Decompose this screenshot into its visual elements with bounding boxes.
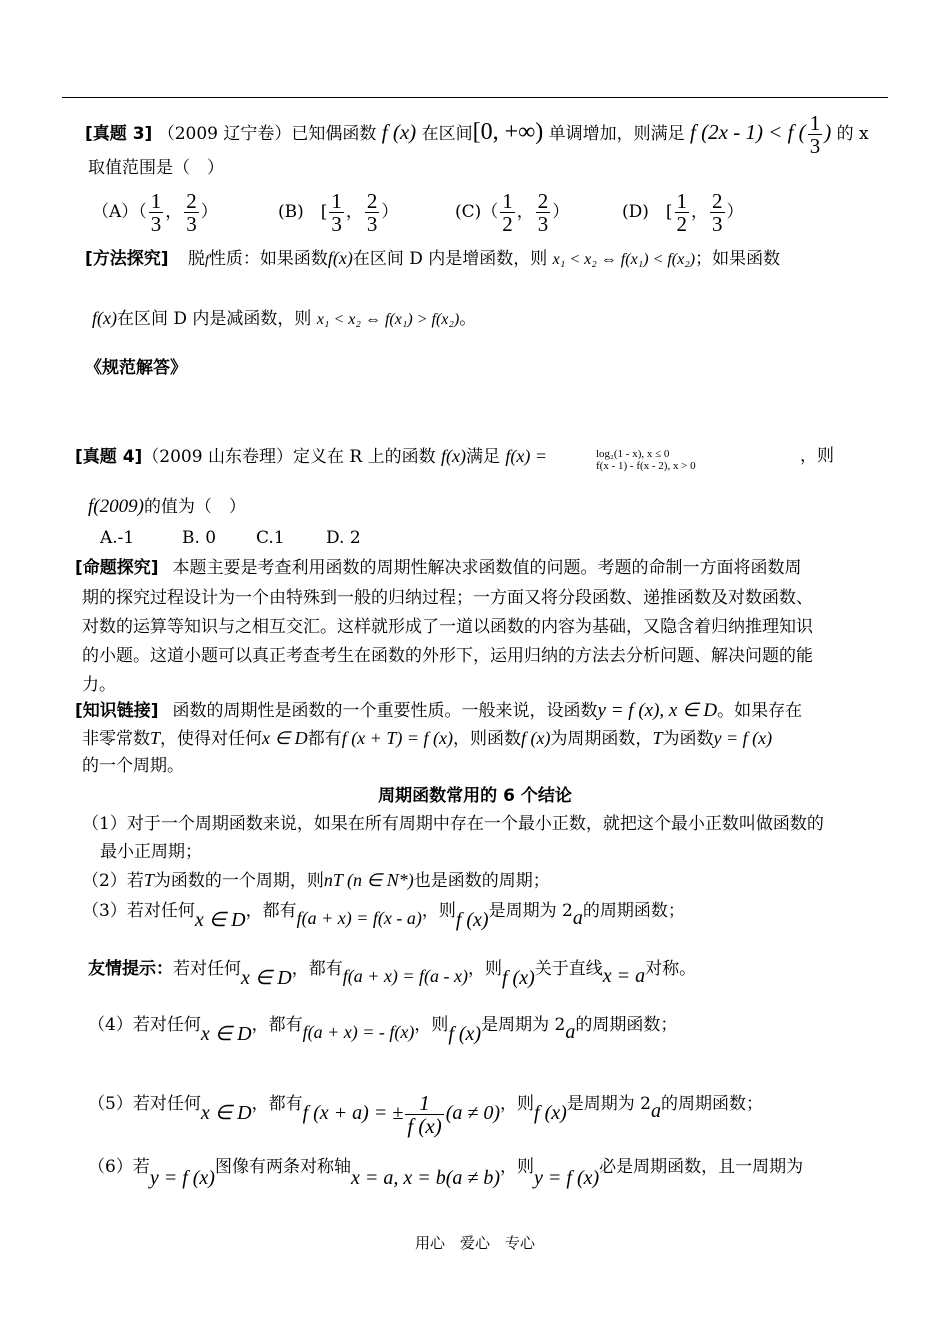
probe-line4: 的小题。这道小题可以真正考查考生在函数的外形下，运用归纳的方法去分析问题、解决问题的能 — [82, 646, 813, 666]
conclusion-3: （3）若对任何x ∈ D，都有f(a + x) = f(x - a)，则f (x)是周期为 2a的周期函数； — [82, 901, 685, 931]
fraction: $\frac{1}{3}$ — [809, 111, 821, 159]
probe-line2: 期的探究过程设计为一个由特殊到一般的归纳过程；一方面又将分段函数、递推函数及对数函数、 — [82, 588, 813, 608]
q3-option-c: (C)（ $\frac{1}{2}$ ， $\frac{2}{3}$ ） — [455, 189, 570, 237]
q3-option-a: （A）（ $\frac{1}{3}$ ， $\frac{2}{3}$ ） — [92, 189, 218, 237]
probe-line1: [命题探究] 本题主要是考查利用函数的周期性解决求函数值的问题。考题的命制一方面将函数周 — [75, 558, 802, 578]
conclusions-title: 周期函数常用的 6 个结论 — [378, 786, 572, 806]
q3-option-d: (D) [ $\frac{1}{2}$ ， $\frac{2}{3}$ ） — [622, 189, 744, 237]
conclusion-5: （5）若对任何x ∈ D，都有f (x + a) = ± $\frac{1}{f (x)}$ (a ≠ 0)，则f (x)是周期为 2a的周期函数； — [88, 1091, 764, 1139]
conclusion-1-line2: 最小正周期； — [100, 842, 202, 862]
q4-options: A.-1 B. 0 C.1 D. 2 — [100, 528, 361, 548]
probe-line3: 对数的运算等知识与之相互交汇。这样就形成了一道以函数的内容为基础，又隐含着归纳推理知识 — [82, 617, 813, 637]
q3-method-line1: [方法探究] 脱f性质：如果函数f(x)在区间 D 内是增函数，则 x₁ < x₂ ⇔ f(x₁) < f(x₂)；如果函数 — [85, 248, 781, 269]
page-footer: 用心 爱心 专心 — [414, 1234, 535, 1252]
q3-statement: [真题 3] （2009 辽宁卷）已知偶函数 f (x) 在区间[0, +∞) 单调增加，则满足 f (2x - 1) < f ( $\frac{1}{3}$ ) 的 x — [85, 111, 869, 159]
header-rule — [62, 97, 888, 98]
answer-heading: 《规范解答》 — [85, 358, 187, 378]
q3-option-b: (B) [ $\frac{1}{3}$ ， $\frac{2}{3}$ ） — [278, 189, 399, 237]
q3-method-line2: f(x)在区间 D 内是减函数，则 x₁ < x₂ ⇔ f(x₁) > f(x₂)。 — [92, 308, 477, 329]
q4-question: f(2009)的值为（ ） — [88, 496, 246, 517]
q4-then: ，则 — [800, 446, 834, 466]
q3-tag: [真题 3] — [85, 124, 153, 145]
conclusion-1-line1: （1）对于一个周期函数来说，如果在所有周期中存在一个最小正数，就把这个最小正数叫做函数的 — [82, 814, 824, 834]
q3-line2: 取值范围是（ ） — [88, 158, 224, 178]
know-line2: 非零常数T，使得对任何x ∈ D都有f (x + T) = f (x)，则函数f (x)为周期函数，T为函数y = f (x) — [82, 728, 773, 749]
friendly-tip: 友情提示：若对任何x ∈ D，都有f(a + x) = f(a - x)，则f (x)关于直线x = a对称。 — [88, 959, 697, 989]
probe-line5: 力。 — [82, 675, 116, 695]
know-line3: 的一个周期。 — [82, 756, 184, 776]
conclusion-2: （2）若T为函数的一个周期，则nT (n ∈ N*)也是函数的周期； — [82, 870, 550, 891]
conclusion-4: （4）若对任何x ∈ D，都有f(a + x) = - f(x)，则f (x)是周期为 2a的周期函数； — [88, 1015, 678, 1045]
piecewise-brace: log₂(1 - x), x ≤ 0 f(x - 1) - f(x - 2), x > 0 — [596, 448, 696, 472]
know-line1: [知识链接] 函数的周期性是函数的一个重要性质。一般来说，设函数y = f (x), x ∈ D。如果存在 — [75, 700, 803, 721]
q4-statement: [真题 4]（2009 山东卷理）定义在 R 上的函数 f(x)满足 f(x) = — [75, 446, 547, 467]
conclusion-6: （6）若y = f (x)图像有两条对称轴x = a, x = b(a ≠ b)，则y = f (x)必是周期函数，且一周期为 — [88, 1157, 804, 1189]
